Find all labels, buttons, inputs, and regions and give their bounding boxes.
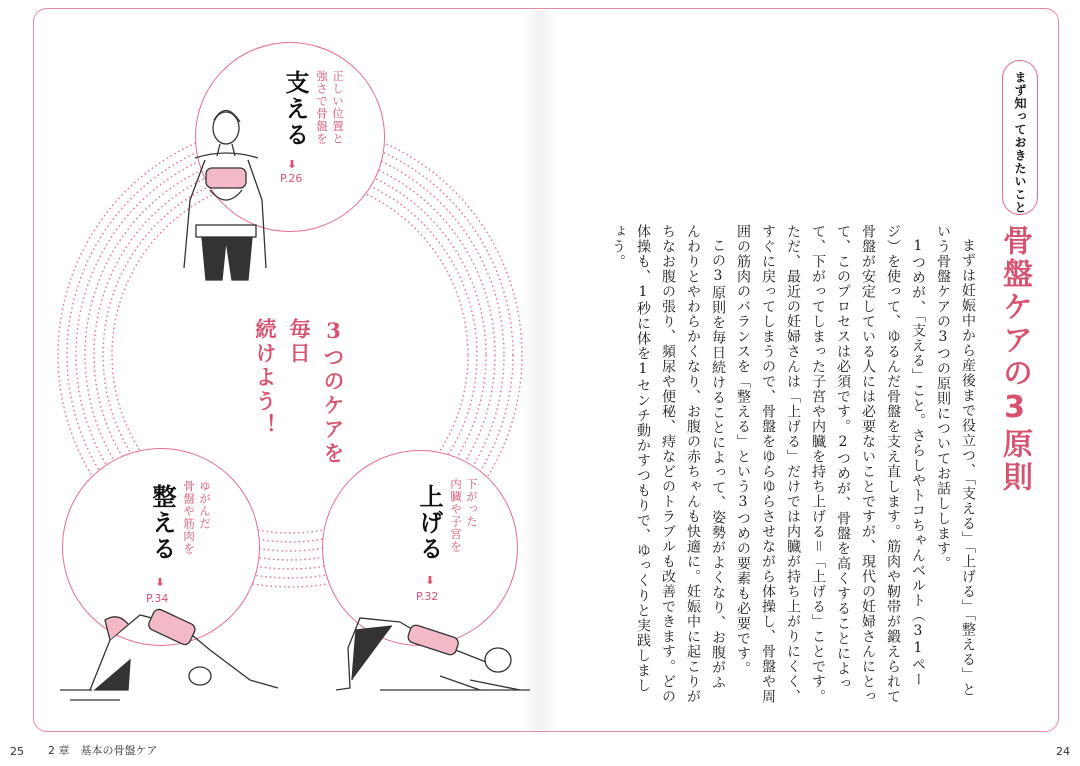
body-paragraph: この3原則を毎日続けることによって、姿勢がよくなり、お腹がふんわりとやわらかくなり、お腹の赤ちゃんも快適に。妊娠中に起こりがちなお腹の張り、頻尿や便秘、痔などのトラブルも改善できます。どの体操も、1秒に体を1センチ動かすつもりで、ゆっくりと実践しましょう。 — [610, 224, 726, 704]
center-message-line-3: 続けよう！ — [253, 318, 278, 438]
lift-page-ref: P.32 — [416, 590, 439, 603]
align-arrow-icon: ⬇ — [155, 576, 165, 589]
align-page-ref: P.34 — [146, 592, 169, 605]
chapter-label: 2 章 基本の骨盤ケア — [48, 744, 158, 757]
support-arrow-icon: ⬇ — [287, 158, 297, 171]
cat-pose-illustration — [60, 607, 278, 700]
bridge-pose-illustration — [336, 618, 530, 690]
lift-title: 上げる — [415, 484, 443, 562]
lift-desc-1: 下がった — [465, 478, 479, 528]
center-message-line-2: 毎日 — [287, 318, 312, 366]
align-title: 整える — [148, 484, 176, 562]
section-label: まず知っておきたいこと — [1013, 71, 1027, 214]
page-title: 骨盤ケアの3原則 — [997, 225, 1032, 494]
support-desc-1: 正しい位置と — [331, 70, 345, 145]
body-paragraph: まずは妊娠中から産後まで役立つ、「支える」「上げる」「整える」という骨盤ケアの3つの原則についてお話しします。 — [935, 224, 976, 697]
left-page-number: 25 — [10, 745, 24, 758]
body-text — [605, 224, 980, 704]
lift-desc-2: 内臓や子宮を — [449, 478, 463, 553]
section-label-tab — [1002, 60, 1038, 215]
right-page-number: 24 — [1056, 745, 1070, 758]
align-desc-2: 骨盤や筋肉を — [182, 480, 196, 555]
center-message-line-1: 3つのケアを — [321, 318, 346, 466]
support-title: 支える — [281, 70, 309, 148]
body-paragraph: 1つめが、「支える」こと。さらしやトコちゃんベルト（31ページ）を使って、ゆるんだ骨盤を支え直します。筋肉や靭帯が鍛えられて骨盤が安定している人には必要ないことですが、現代の妊婦さんにとって、このプロセスは必須です。2つめが、骨盤を高くすることによって、下がってしまった子宮や内臓を持ち上げる＝「上げる」ことです。ただ、最近の妊婦さんは「上げる」だけでは内臓が持ち上がりにくく、すぐに戻ってしまうので、骨盤をゆらゆらさせながら体操し、骨盤や周囲の筋肉のバランスを「整える」という3つめの要素も必要です。 — [735, 224, 926, 704]
align-desc-1: ゆがんだ — [198, 480, 212, 530]
support-page-ref: P.26 — [280, 172, 303, 185]
lift-arrow-icon: ⬇ — [425, 574, 435, 587]
support-desc-2: 強さで骨盤を — [315, 70, 329, 145]
standing-woman-illustration — [184, 110, 266, 280]
